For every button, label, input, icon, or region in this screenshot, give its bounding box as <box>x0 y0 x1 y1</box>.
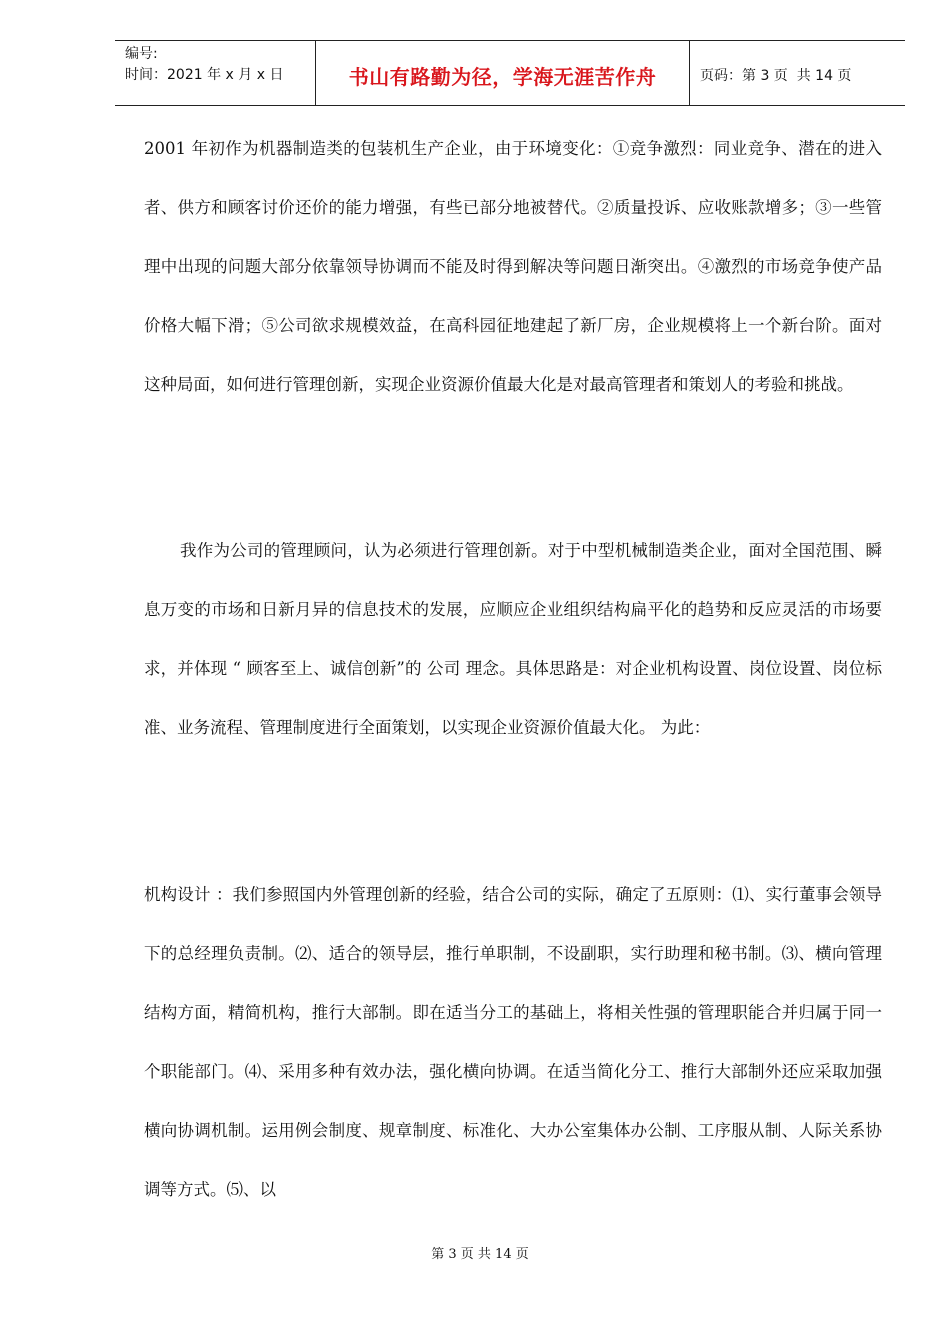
page-footer: 第 3 页 共 14 页 <box>431 1247 529 1262</box>
paragraph-background: 2001 年初作为机器制造类的包装机生产企业，由于环境变化：①竞争激烈：同业竞争、潜在的进入者、供方和顾客讨价还价的能力增强，有些已部分地被替代。②质量投诉、应收账款增多；③一些管理中出现的问题大部分依靠领导协调而不能及时得到解决等问题日渐突出。④激烈的市场竞争使产品价格大幅下滑；⑤公司欲求规模效益，在高科园征地建起了新厂房，企业规模将上一个新台阶。面对这种局面，如何进行管理创新，实现企业资源价值最大化是对最高管理者和策划人的考验和挑战。 <box>144 139 882 394</box>
paragraph-consultant-view: 我作为公司的管理顾问，认为必须进行管理创新。对于中型机械制造类企业，面对全国范围、瞬息万变的市场和日新月异的信息技术的发展，应顺应企业组织结构扁平化的趋势和反应灵活的市场要求，并体现 “ 顾客至上、诚信创新”的 公司 理念。具体思路是：对企业机构设置、岗位设置、岗位标准、业务流程、管理制度进行全面策划，以实现企业资源价值最大化。 为此： <box>144 541 882 737</box>
document-time-label: 时间：2021 年 x 月 x 日 <box>125 67 284 83</box>
paragraph-organization-design: 机构设计 ：我们参照国内外管理创新的经验，结合公司的实际，确定了五原则：⑴、实行董事会领导下的总经理负责制。⑵、适合的领导层，推行单职制，不设副职，实行助理和秘书制。⑶、横向管理结构方面，精简机构，推行大部制。即在适当分工的基础上，将相关性强的管理职能合并归属于同一个职能部门。⑷、采用多种有效办法，强化横向协调。在适当简化分工、推行大部制外还应采取加强横向协调机制。运用例会制度、规章制度、标准化、大办公室集体办公制、工序服从制、人际关系协调等方式。⑸、以 <box>144 885 882 1199</box>
document-number-label: 编号: <box>125 46 158 62</box>
header-meta <box>115 41 316 105</box>
header-page-number: 页码：第 3 页 共 14 页 <box>700 68 852 84</box>
header-motto: 书山有路勤为径，学海无涯苦作舟 <box>316 41 690 105</box>
header-page-info <box>690 41 905 105</box>
page-header <box>115 40 905 106</box>
